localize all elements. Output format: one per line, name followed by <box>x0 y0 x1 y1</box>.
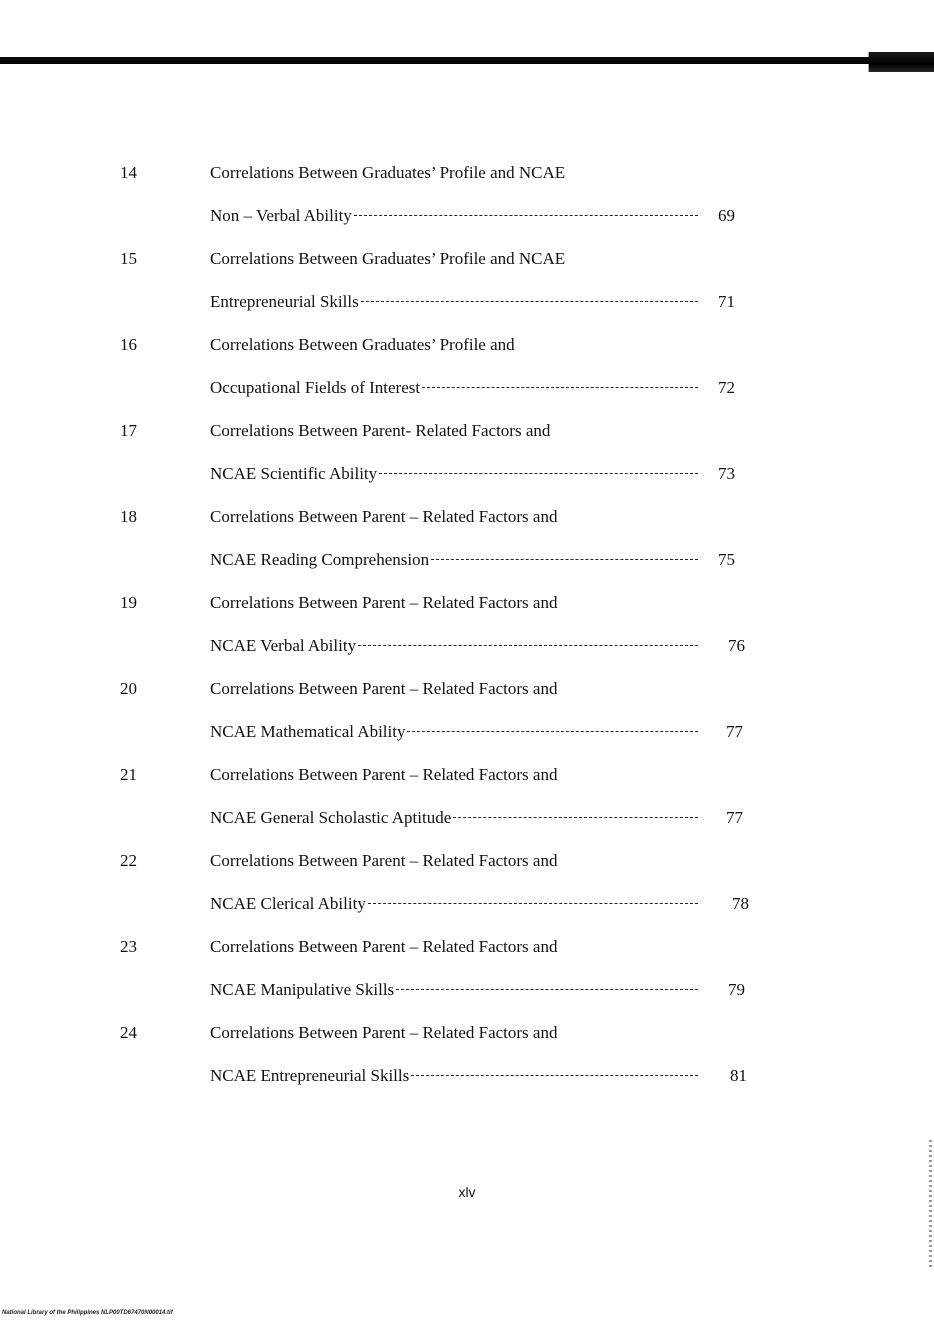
scan-edge-bar <box>0 52 934 72</box>
table-number: 14 <box>120 163 137 182</box>
table-title-line2: NCAE General Scholastic Aptitude <box>210 808 452 827</box>
table-number: 16 <box>120 335 137 354</box>
page-reference: 72 <box>718 378 735 397</box>
dot-leader <box>354 215 698 216</box>
toc-entry-23 <box>0 937 934 1023</box>
table-title-line1: Correlations Between Graduates’ Profile and NCAE <box>210 163 566 182</box>
table-number: 15 <box>120 249 137 268</box>
dot-leader <box>431 559 698 560</box>
dot-leader <box>407 731 698 732</box>
table-number: 23 <box>120 937 137 956</box>
page-reference: 77 <box>726 808 743 827</box>
table-number: 19 <box>120 593 137 612</box>
toc-entry-17 <box>0 421 934 507</box>
toc-entry-18 <box>0 507 934 593</box>
table-number: 17 <box>120 421 137 440</box>
table-title-line2: NCAE Reading Comprehension <box>210 550 430 569</box>
table-title-line1: Correlations Between Graduates’ Profile and NCAE <box>210 249 566 268</box>
toc-entry-15 <box>0 249 934 335</box>
table-number: 24 <box>120 1023 137 1042</box>
table-title-line1: Correlations Between Parent – Related Factors and <box>210 851 558 870</box>
table-number: 21 <box>120 765 137 784</box>
scan-noise <box>929 1140 932 1270</box>
table-title-line2: NCAE Manipulative Skills <box>210 980 395 999</box>
page-number: xlv <box>458 1184 476 1200</box>
table-number: 20 <box>120 679 137 698</box>
table-title-line1: Correlations Between Parent- Related Factors and <box>210 421 551 440</box>
table-title-line2: Occupational Fields of Interest <box>210 378 421 397</box>
toc-entry-19 <box>0 593 934 679</box>
table-title-line1: Correlations Between Parent – Related Factors and <box>210 937 558 956</box>
dot-leader <box>358 645 698 646</box>
page-reference: 69 <box>718 206 735 225</box>
table-title-line2: NCAE Entrepreneurial Skills <box>210 1066 410 1085</box>
table-title-line2: NCAE Mathematical Ability <box>210 722 406 741</box>
page-reference: 79 <box>728 980 745 999</box>
scan-footer: National Library of the Philippines NLP00TD67470N00014.tif <box>2 1310 173 1316</box>
table-title-line1: Correlations Between Graduates’ Profile and <box>210 335 515 354</box>
table-title-line2: NCAE Scientific Ability <box>210 464 378 483</box>
table-title-line2: Entrepreneurial Skills <box>210 292 359 311</box>
table-title-line2: Non – Verbal Ability <box>210 206 352 225</box>
dot-leader <box>453 817 698 818</box>
table-title-line2: NCAE Verbal Ability <box>210 636 357 655</box>
toc-entry-20 <box>0 679 934 765</box>
dot-leader <box>379 473 698 474</box>
toc-entry-14 <box>0 163 934 249</box>
dot-leader <box>368 903 698 904</box>
dot-leader <box>396 989 698 990</box>
page-reference: 78 <box>732 894 749 913</box>
table-title-line1: Correlations Between Parent – Related Factors and <box>210 765 558 784</box>
toc-entry-21 <box>0 765 934 851</box>
page-reference: 81 <box>730 1066 747 1085</box>
table-title-line1: Correlations Between Parent – Related Factors and <box>210 593 558 612</box>
table-title-line1: Correlations Between Parent – Related Factors and <box>210 1023 558 1042</box>
page-reference: 76 <box>728 636 745 655</box>
dot-leader <box>411 1075 698 1076</box>
table-title-line2: NCAE Clerical Ability <box>210 894 366 913</box>
dot-leader <box>422 387 698 388</box>
toc-entry-22 <box>0 851 934 937</box>
page-reference: 77 <box>726 722 743 741</box>
page-reference: 75 <box>718 550 735 569</box>
table-title-line1: Correlations Between Parent – Related Factors and <box>210 507 558 526</box>
dot-leader <box>361 301 698 302</box>
page-reference: 71 <box>718 292 735 311</box>
table-number: 18 <box>120 507 137 526</box>
toc-entry-16 <box>0 335 934 421</box>
page-reference: 73 <box>718 464 735 483</box>
toc-entry-24 <box>0 1023 934 1109</box>
table-title-line1: Correlations Between Parent – Related Factors and <box>210 679 558 698</box>
table-number: 22 <box>120 851 137 870</box>
